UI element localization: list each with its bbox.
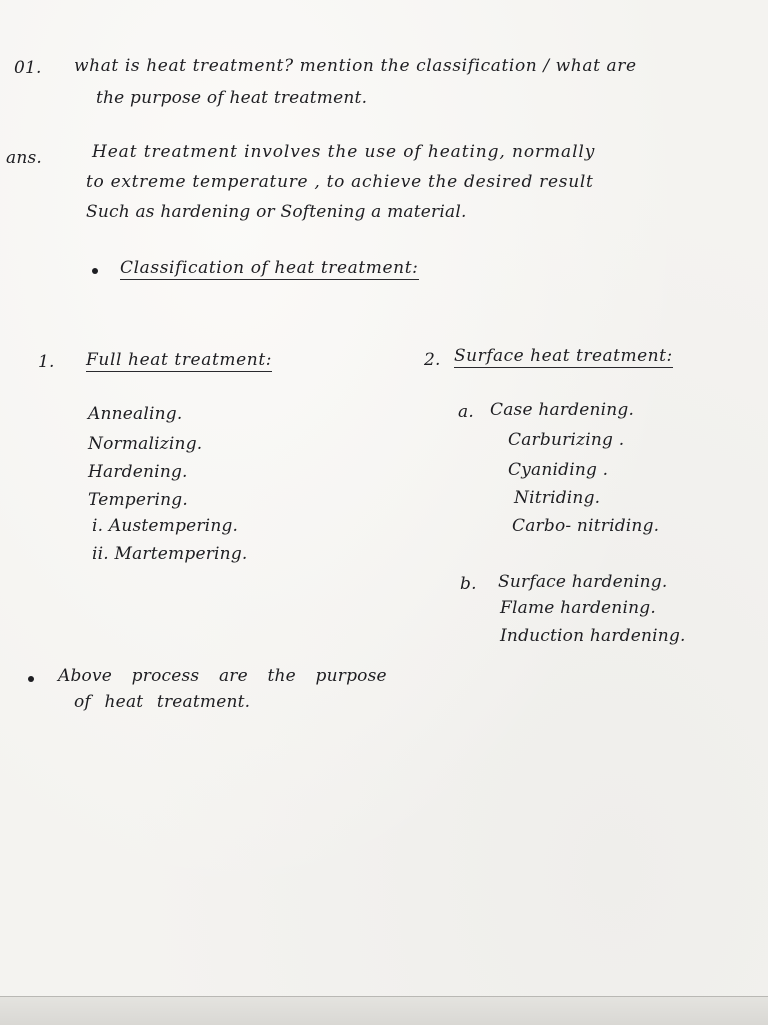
surface-b-label: b.: [460, 574, 477, 594]
surface-b-heading: Surface hardening.: [498, 572, 668, 592]
page-bottom-edge: [0, 996, 768, 1025]
surface-a-label: a.: [458, 402, 474, 422]
bullet-point: [92, 268, 98, 274]
full-item-annealing: Annealing.: [88, 404, 183, 424]
answer-line-1: Heat treatment involves the use of heating, normally: [92, 142, 596, 162]
surface-heading-number: 2.: [424, 350, 441, 370]
full-item-normalizing: Normalizing.: [88, 434, 203, 454]
full-heading-text: Full heat treatment:: [86, 350, 273, 370]
answer-line-2: to extreme temperature , to achieve the desired result: [86, 172, 594, 192]
surface-a-heading: Case hardening.: [490, 400, 635, 420]
answer-line-3: Such as hardening or Softening a material.: [86, 202, 467, 222]
conclusion-line-1: Above process are the purpose: [58, 666, 387, 686]
classification-heading-text: Classification of heat treatment:: [120, 258, 419, 278]
surface-a-item-carburizing: Carburizing .: [508, 430, 625, 450]
conclusion-line-2: of heat treatment.: [74, 692, 251, 712]
classification-heading: [120, 258, 419, 278]
surface-heading: [454, 346, 673, 366]
question-line-1: what is heat treatment? mention the classification / what are: [74, 56, 637, 76]
question-line-2: the purpose of heat treatment.: [96, 88, 368, 108]
surface-heading-text: Surface heat treatment:: [454, 346, 673, 366]
full-item-hardening: Hardening.: [88, 462, 188, 482]
surface-a-item-carbonitriding: Carbo- nitriding.: [512, 516, 660, 536]
full-heading-number: 1.: [38, 352, 55, 372]
surface-a-item-nitriding: Nitriding.: [514, 488, 601, 508]
answer-label: ans.: [6, 148, 43, 168]
surface-b-item-induction: Induction hardening.: [500, 626, 686, 646]
surface-a-item-cyaniding: Cyaniding .: [508, 460, 609, 480]
surface-b-item-flame: Flame hardening.: [500, 598, 656, 618]
bullet-point: [28, 676, 34, 682]
full-item-tempering: Tempering.: [88, 490, 188, 510]
full-item-martempering: ii. Martempering.: [92, 544, 248, 564]
full-item-austempering: i. Austempering.: [92, 516, 239, 536]
question-number: 01.: [14, 58, 42, 78]
full-heading: [86, 350, 272, 370]
